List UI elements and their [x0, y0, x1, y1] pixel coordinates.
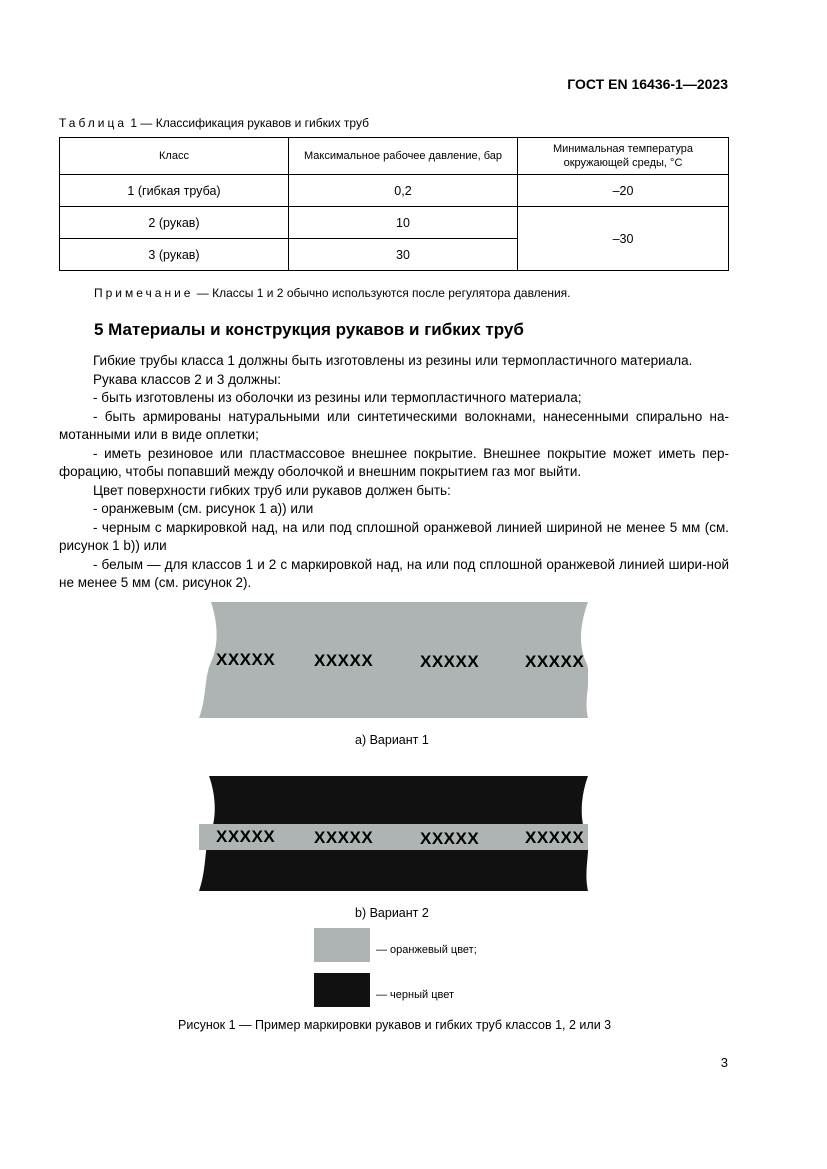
section-title: 5 Материалы и конструкция рукавов и гибких труб: [94, 320, 524, 339]
marking-text: XXXXX: [216, 650, 276, 669]
page-number: 3: [720, 1055, 728, 1070]
cell-pressure: 10: [289, 207, 518, 239]
legend-label-black: — черный цвет: [376, 989, 455, 1001]
note-text: — Классы 1 и 2 обычно используются после регулятора давления.: [193, 286, 571, 300]
table-row: [60, 207, 729, 239]
cell-class: 2 (рукав): [60, 207, 289, 239]
legend-swatch-orange: [314, 928, 370, 962]
cell-class: 1 (гибкая труба): [60, 175, 289, 207]
marking-text: XXXXX: [216, 827, 276, 846]
cell-temperature: –20: [518, 175, 729, 207]
hose-variant-1: [199, 602, 588, 718]
header-class: Класс: [60, 138, 289, 175]
cell-pressure: 0,2: [289, 175, 518, 207]
table-caption-text: 1 — Классификация рукавов и гибких труб: [127, 116, 369, 130]
marking-text: XXXXX: [314, 828, 374, 847]
table-header-row: [60, 138, 729, 175]
list-item: - оранжевым (см. рисунок 1 а)) или: [93, 501, 314, 516]
classification-table: [59, 137, 729, 271]
list-item: - иметь резиновое или пластмассовое внешнее покрытие. Внешнее покрытие может иметь пер-форацию, чтобы попавший между оболочкой и внешним покрытием газ мог выйти.: [59, 445, 729, 479]
cell-pressure: 30: [289, 239, 518, 271]
legend-swatch-black: [314, 973, 370, 1007]
header-pressure: Максимальное рабочее давление, бар: [289, 138, 518, 175]
table-note: [94, 286, 571, 300]
hose-variant-2: [199, 776, 588, 891]
figure-caption: Рисунок 1 — Пример маркировки рукавов и гибких труб классов 1, 2 или 3: [178, 1018, 612, 1032]
section-body: [59, 352, 729, 593]
list-item: - белым — для классов 1 и 2 с маркировкой над, на или под сплошной оранжевой линией шири-ной не менее 5 мм (см. рисунок 2).: [59, 556, 729, 590]
table-row: [60, 175, 729, 207]
cell-temperature: –30: [518, 207, 729, 271]
paragraph: Рукава классов 2 и 3 должны:: [93, 371, 281, 387]
marking-text: XXXXX: [420, 652, 480, 671]
list-item: - черным с маркировкой над, на или под сплошной оранжевой линией шириной не менее 5 мм (см. рисунок 1 b)) или: [59, 519, 729, 553]
list-item: - быть армированы натуральными или синтетическими волокнами, нанесенными спирально на-мотанными или в виде оплетки;: [59, 408, 729, 442]
cell-class: 3 (рукав): [60, 239, 289, 271]
paragraph: Цвет поверхности гибких труб или рукавов должен быть:: [93, 482, 451, 498]
header-temperature: Минимальная температура окружающей среды, °С: [518, 138, 729, 175]
paragraph: Гибкие трубы класса 1 должны быть изготовлены из резины или термопластичного материала.: [93, 353, 693, 368]
table-caption-word: Таблица: [59, 116, 128, 130]
list-item: - быть изготовлены из оболочки из резины или термопластичного материала;: [93, 390, 582, 405]
variant-2-caption: b) Вариант 2: [355, 906, 429, 920]
document-id: ГОСТ EN 16436-1—2023: [567, 76, 728, 92]
variant-1-caption: а) Вариант 1: [355, 733, 429, 747]
marking-text: XXXXX: [525, 828, 585, 847]
legend-label-orange: — оранжевый цвет;: [376, 944, 477, 956]
table-caption: [59, 116, 369, 130]
marking-text: XXXXX: [525, 652, 585, 671]
note-word: Примечание: [94, 286, 194, 300]
marking-text: XXXXX: [314, 651, 374, 670]
marking-text: XXXXX: [420, 829, 480, 848]
